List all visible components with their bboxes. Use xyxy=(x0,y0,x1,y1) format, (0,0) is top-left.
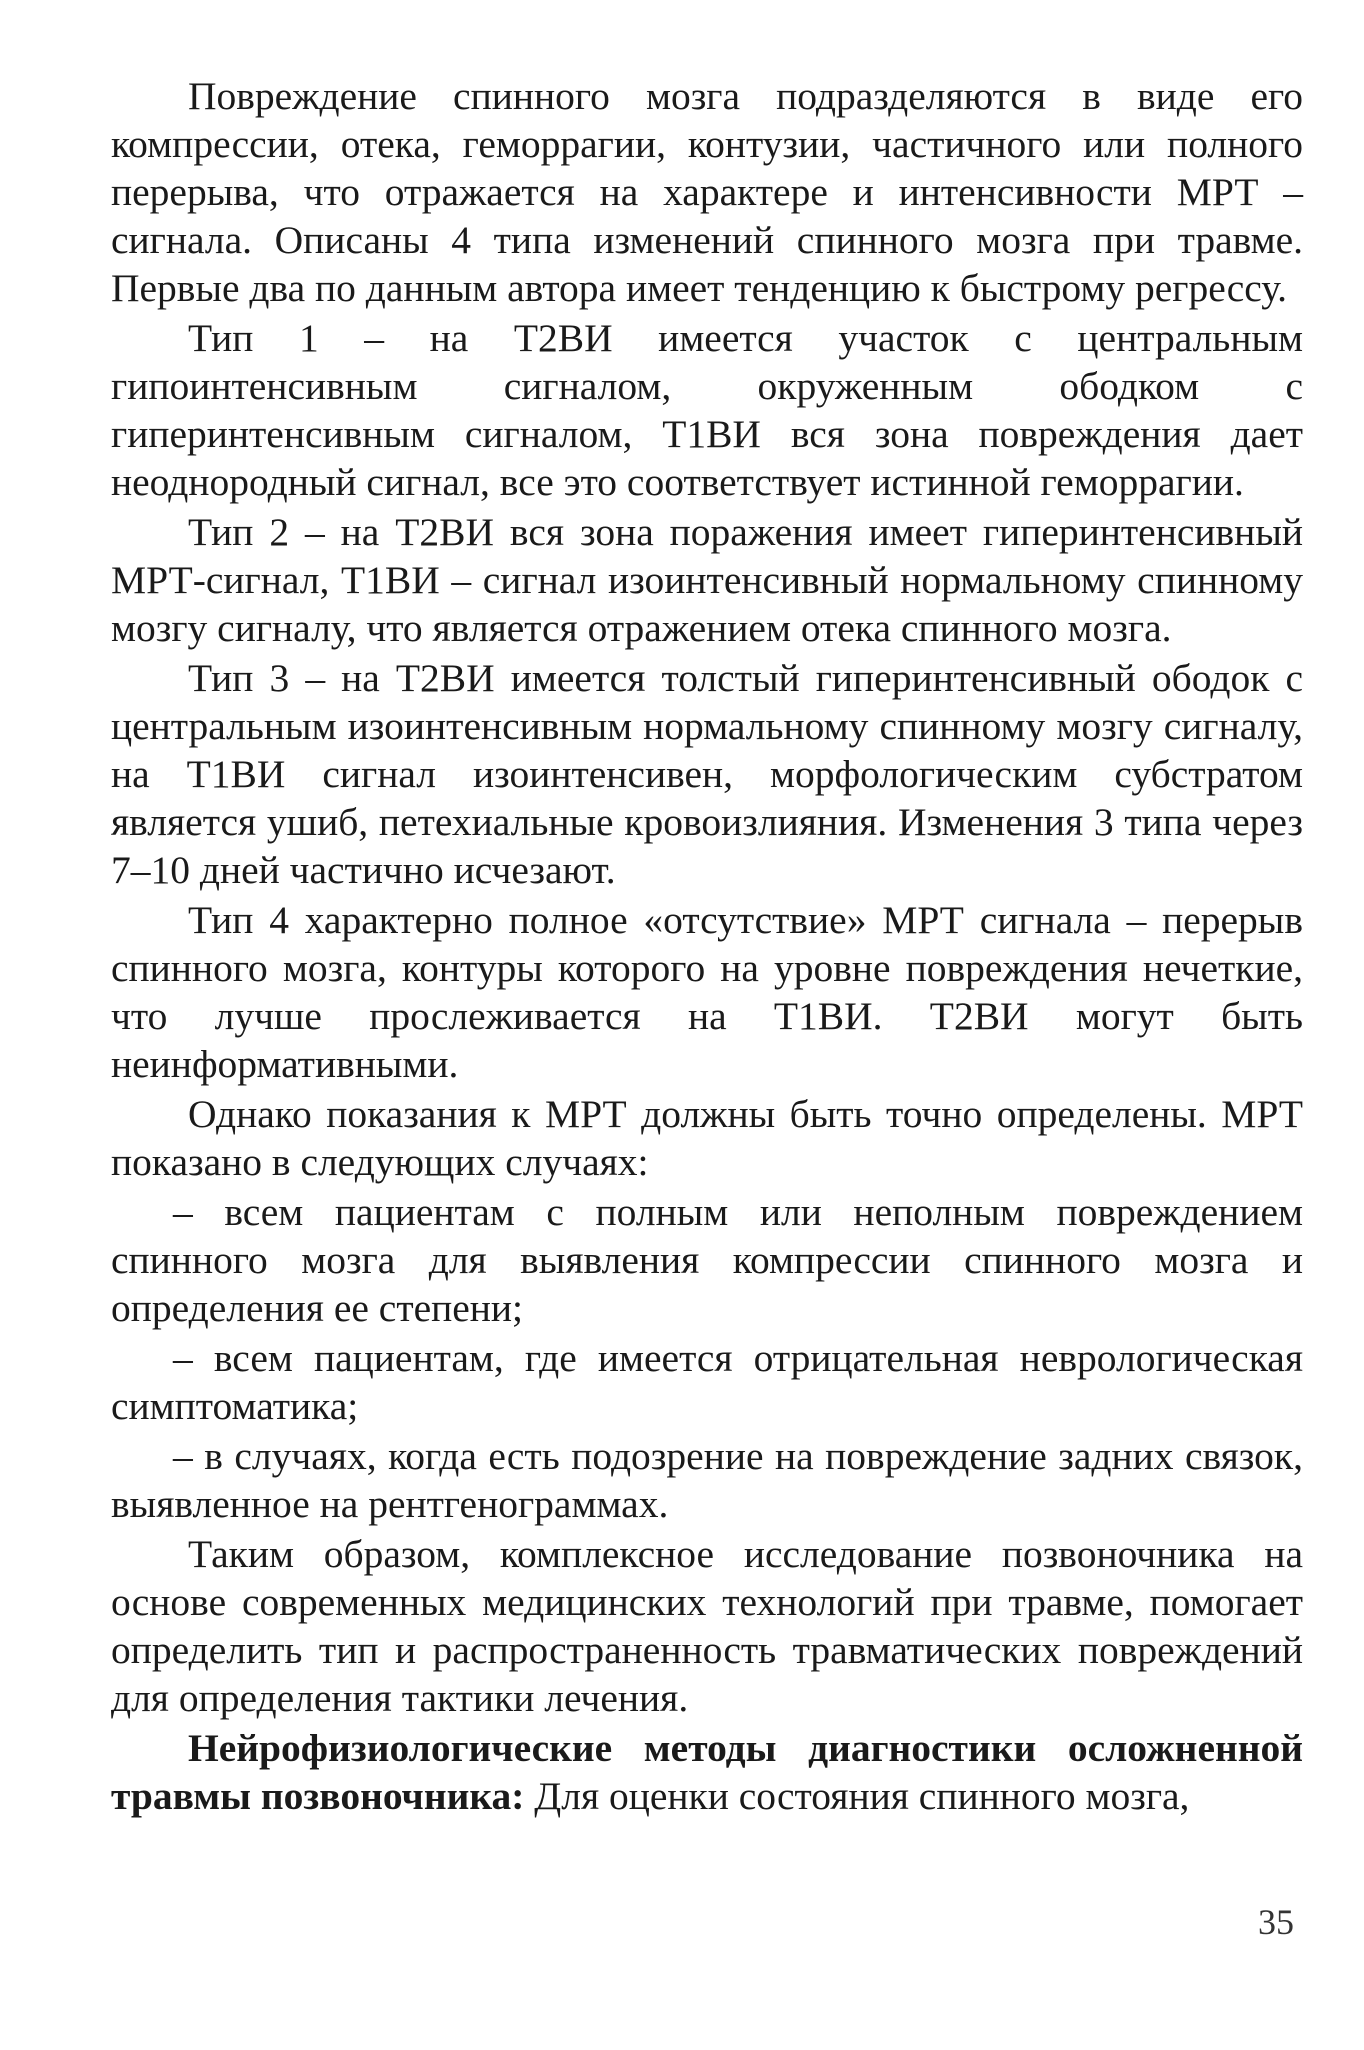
paragraph-indications: Однако показания к МРТ должны быть точно определены. МРТ показано в следующих случаях: xyxy=(111,1092,1303,1184)
paragraph-type-3: Тип 3 – на Т2ВИ имеется толстый гиперинтенсивный ободок с центральным изоинтенсивным нормальному спинному мозгу сигналу, на Т1ВИ сигнал изоинтенсивен, морфологическим субстратом является ушиб, петехиальные кровоизлияния. Изменения 3 типа через 7–10 дней частично исчезают. xyxy=(111,656,1303,892)
paragraph-type-2: Тип 2 – на Т2ВИ вся зона поражения имеет гиперинтенсивный МРТ-сигнал, Т1ВИ – сигнал изоинтенсивный нормальному спинному мозгу сигналу, что является отражением отека спинного мозга. xyxy=(111,510,1303,650)
page-body xyxy=(111,72,1303,1820)
list-item: – в случаях, когда есть подозрение на повреждение задних связок, выявленное на рентгенограммах. xyxy=(111,1434,1303,1526)
paragraph-intro: Повреждение спинного мозга подразделяются в виде его компрессии, отека, геморрагии, контузии, частичного или полного перерыва, что отражается на характере и интенсивности МРТ – сигнала. Описаны 4 типа изменений спинного мозга при травме. Первые два по данным автора имеет тенденцию к быстрому регрессу. xyxy=(111,74,1303,310)
section-text: Для оценки состояния спинного мозга, xyxy=(524,1774,1190,1818)
list-item: – всем пациентам, где имеется отрицательная неврологическая симптоматика; xyxy=(111,1336,1303,1428)
paragraph-conclusion: Таким образом, комплексное исследование позвоночника на основе современных медицинских технологий при травме, помогает определить тип и распространенность травматических повреждений для определения тактики лечения. xyxy=(111,1532,1303,1720)
section-paragraph xyxy=(111,1724,1303,1820)
page-number: 35 xyxy=(1258,1902,1294,1942)
section-heading: Нейрофизиологические методы диагностики осложненной травмы позвоночника: xyxy=(111,1726,1303,1818)
list-item: – всем пациентам с полным или неполным повреждением спинного мозга для выявления компрессии спинного мозга и определения ее степени; xyxy=(111,1190,1303,1330)
paragraph-type-1: Тип 1 – на Т2ВИ имеется участок с центральным гипоинтенсивным сигналом, окруженным ободком с гиперинтенсивным сигналом, Т1ВИ вся зона повреждения дает неоднородный сигнал, все это соответствует истинной геморрагии. xyxy=(111,316,1303,504)
paragraph-type-4: Тип 4 характерно полное «отсутствие» МРТ сигнала – перерыв спинного мозга, контуры которого на уровне повреждения нечеткие, что лучше прослеживается на Т1ВИ. Т2ВИ могут быть неинформативными. xyxy=(111,898,1303,1086)
